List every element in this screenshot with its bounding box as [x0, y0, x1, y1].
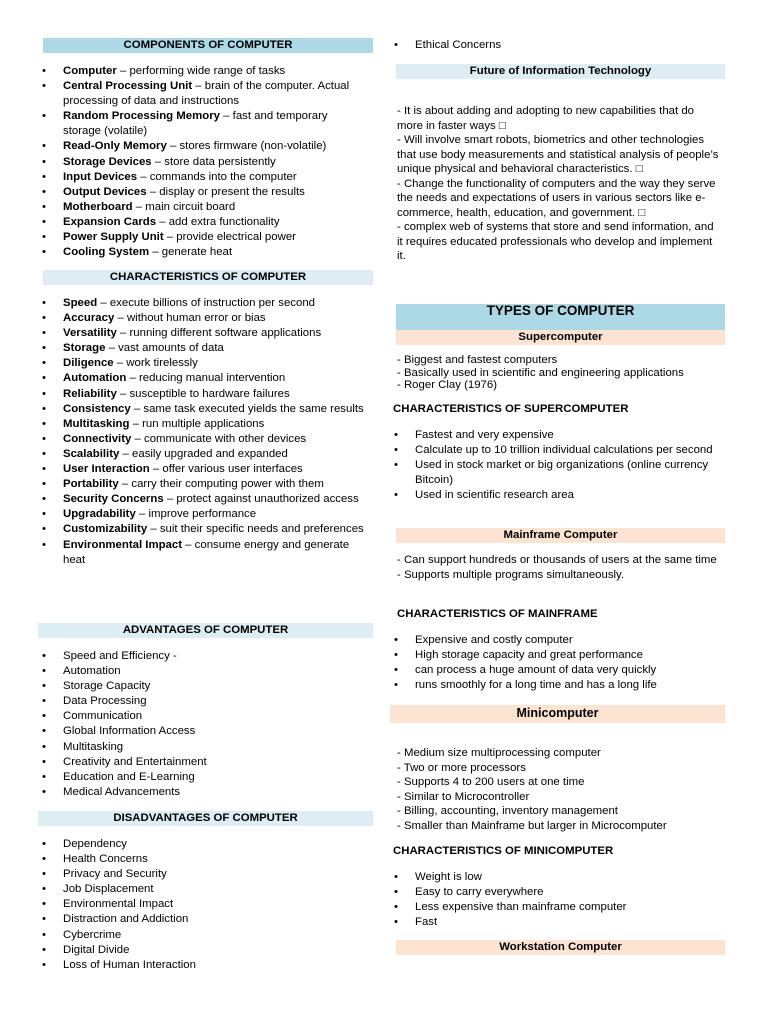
list-item: • Calculate up to 10 trillion individual calculations per second: [390, 443, 720, 458]
list-item: [38, 477, 368, 492]
list-item: • Privacy and Security: [38, 867, 368, 882]
list-item: • Speed and Efficiency -: [38, 649, 368, 664]
item-description: – offer various user interfaces: [149, 463, 303, 476]
item-term: Read-Only Memory: [63, 140, 167, 153]
item-term: Motherboard: [63, 200, 133, 213]
item-description: – fast and temporary storage (volatile): [63, 110, 328, 138]
item-term: Speed: [63, 297, 98, 309]
mainframe-heading: Mainframe Computer: [396, 528, 725, 543]
item-description: – reducing manual intervention: [126, 372, 286, 385]
characteristics-list: [38, 296, 368, 568]
future-heading: Future of Information Technology: [396, 64, 725, 79]
list-item: • runs smoothly for a long time and has a long life: [390, 678, 720, 693]
supercomputer-paragraph: [397, 354, 722, 392]
list-item: • Distraction and Addiction: [38, 912, 368, 927]
paragraph-line: - Similar to Microcontroller: [397, 790, 530, 803]
item-description: – easily upgraded and expanded: [119, 447, 288, 460]
item-term: Power Supply Unit: [63, 231, 164, 244]
supercomputer-characteristics-title: CHARACTERISTICS OF SUPERCOMPUTER: [393, 403, 629, 415]
advantages-list: [38, 649, 368, 800]
paragraph-line: - Basically used in scientific and engineering applications: [397, 366, 684, 379]
list-item: • Medical Advancements: [38, 785, 368, 800]
types-heading: TYPES OF COMPUTER: [396, 304, 725, 332]
list-item: [38, 296, 368, 311]
list-item: [38, 230, 368, 245]
list-item: [38, 417, 368, 432]
list-item: • Easy to carry everywhere: [390, 885, 720, 900]
list-item: [38, 371, 368, 386]
list-item: • Job Displacement: [38, 882, 368, 897]
list-item: [38, 538, 368, 568]
paragraph-line: - Roger Clay (1976): [397, 379, 498, 391]
item-term: Computer: [63, 65, 117, 77]
list-item: • Automation: [38, 664, 368, 679]
item-term: Central Processing Unit: [63, 80, 193, 93]
list-item: • Expensive and costly computer: [390, 633, 720, 648]
list-item: • Fastest and very expensive: [390, 428, 720, 443]
list-item: • can process a huge amount of data very quickly: [390, 663, 720, 678]
item-term: Output Devices: [63, 185, 147, 198]
minicomputer-heading: Minicomputer: [390, 705, 725, 723]
list-item: [38, 311, 368, 326]
item-description: – stores firmware (non-volatile): [166, 140, 327, 153]
list-item: • High storage capacity and great performance: [390, 648, 720, 663]
list-item: [38, 326, 368, 341]
list-item: • Multitasking: [38, 740, 368, 755]
list-item: [38, 492, 368, 507]
list-item: [38, 139, 368, 154]
item-term: Portability: [63, 478, 119, 491]
minicomputer-characteristics-title: CHARACTERISTICS OF MINICOMPUTER: [393, 845, 614, 857]
list-item: [38, 79, 368, 109]
paragraph-line: - Supports multiple programs simultaneously.: [397, 568, 625, 581]
list-item: • Digital Divide: [38, 943, 368, 958]
list-item: • Ethical Concerns: [390, 38, 720, 53]
item-description: – susceptible to hardware failures: [116, 387, 290, 400]
item-description: – execute billions of instruction per second: [97, 297, 316, 309]
minicomputer-characteristics-list: [390, 870, 720, 930]
list-item: • Global Information Access: [38, 724, 368, 739]
item-term: Connectivity: [63, 432, 132, 445]
paragraph-line: - Supports 4 to 200 users at one time: [397, 776, 585, 788]
list-item: [38, 462, 368, 477]
item-term: Cooling System: [63, 246, 150, 259]
item-description: – store data persistently: [151, 155, 276, 168]
item-description: – main circuit board: [132, 200, 236, 213]
list-item: • Creativity and Entertainment: [38, 755, 368, 770]
list-item: [38, 522, 368, 537]
disadvantages-list: [38, 837, 368, 973]
item-term: Storage: [63, 342, 106, 355]
item-description: – consume energy and generate heat: [63, 538, 350, 566]
item-term: Reliability: [63, 387, 117, 400]
item-term: Accuracy: [63, 312, 115, 325]
list-item: [38, 155, 368, 170]
item-term: User Interaction: [63, 463, 150, 476]
list-item: • Storage Capacity: [38, 679, 368, 694]
ethical-list: [390, 38, 720, 53]
item-term: Random Processing Memory: [63, 110, 220, 123]
advantages-heading: ADVANTAGES OF COMPUTER: [38, 623, 373, 638]
list-item: [38, 185, 368, 200]
item-description: – suit their specific needs and preferences: [147, 523, 364, 536]
list-item: • Data Processing: [38, 694, 368, 709]
list-item: [38, 109, 368, 139]
list-item: [38, 402, 368, 417]
item-term: Upgradability: [63, 508, 136, 521]
list-item: • Used in scientific research area: [390, 488, 720, 503]
item-description: – work tirelessly: [113, 357, 198, 370]
list-item: [38, 170, 368, 185]
list-item: • Dependency: [38, 837, 368, 852]
item-term: Storage Devices: [63, 155, 152, 168]
supercomputer-heading: Supercomputer: [396, 330, 725, 345]
item-term: Scalability: [63, 447, 120, 460]
list-item: [38, 200, 368, 215]
paragraph-line: - Billing, accounting, inventory management: [397, 805, 618, 817]
item-term: Diligence: [63, 357, 114, 370]
list-item: [38, 387, 368, 402]
list-item: [38, 432, 368, 447]
item-description: – without human error or bias: [114, 312, 266, 325]
item-description: – commands into the computer: [137, 170, 297, 183]
characteristics-heading: CHARACTERISTICS OF COMPUTER: [43, 270, 373, 285]
list-item: [38, 245, 368, 260]
item-description: – vast amounts of data: [105, 342, 224, 355]
item-term: Consistency: [63, 402, 131, 415]
item-description: – communicate with other devices: [131, 432, 307, 445]
list-item: • Cybercrime: [38, 928, 368, 943]
item-term: Input Devices: [63, 170, 138, 183]
item-description: – add extra functionality: [156, 215, 280, 228]
item-description: – running different software applications: [116, 327, 322, 340]
item-term: Automation: [63, 372, 127, 385]
paragraph-line: - Biggest and fastest computers: [397, 354, 558, 366]
list-item: • Less expensive than mainframe computer: [390, 900, 720, 915]
list-item: • Used in stock market or big organizations (online currency Bitcoin): [390, 458, 720, 488]
list-item: [38, 507, 368, 522]
item-term: Customizability: [63, 523, 148, 536]
item-description: – performing wide range of tasks: [116, 65, 286, 77]
paragraph-line: - Can support hundreds or thousands of users at the same time: [397, 554, 717, 566]
minicomputer-paragraph: [397, 746, 725, 833]
item-term: Versatility: [63, 327, 117, 340]
item-term: Expansion Cards: [63, 215, 157, 228]
future-paragraph: [397, 104, 722, 264]
list-item: [38, 215, 368, 230]
list-item: • Weight is low: [390, 870, 720, 885]
item-description: – brain of the computer. Actual processing of data and instructions: [63, 80, 350, 108]
item-term: Security Concerns: [63, 493, 164, 506]
paragraph-line: - Medium size multiprocessing computer: [397, 747, 601, 759]
item-term: Multitasking: [63, 417, 130, 430]
item-description: – protect against unauthorized access: [163, 493, 359, 506]
components-list: [38, 64, 368, 260]
list-item: • Environmental Impact: [38, 897, 368, 912]
paragraph-line: - It is about adding and adopting to new capabilities that do more in faster ways □: [397, 105, 694, 132]
components-heading: COMPONENTS OF COMPUTER: [43, 38, 373, 53]
item-term: Environmental Impact: [63, 538, 182, 551]
disadvantages-heading: DISADVANTAGES OF COMPUTER: [38, 811, 373, 826]
item-description: – run multiple applications: [129, 417, 265, 430]
mainframe-paragraph: [397, 553, 725, 582]
supercomputer-characteristics-list: [390, 428, 720, 503]
list-item: • Communication: [38, 709, 368, 724]
list-item: • Education and E-Learning: [38, 770, 368, 785]
item-description: – same task executed yields the same results: [130, 402, 364, 415]
item-description: – carry their computing power with them: [118, 478, 324, 491]
list-item: • Health Concerns: [38, 852, 368, 867]
item-description: – provide electrical power: [163, 231, 296, 244]
paragraph-line: - Two or more processors: [397, 761, 526, 774]
list-item: [38, 341, 368, 356]
mainframe-characteristics-title: CHARACTERISTICS OF MAINFRAME: [397, 608, 598, 620]
workstation-heading: Workstation Computer: [396, 940, 725, 955]
mainframe-characteristics-list: [390, 633, 720, 693]
list-item: • Loss of Human Interaction: [38, 958, 368, 973]
list-item: • Fast: [390, 915, 720, 930]
item-description: – improve performance: [135, 508, 257, 521]
paragraph-line: - Change the functionality of computers and the way they serve the needs and expectations of users in various sectors like e-commerce, health, education, and government. □: [397, 177, 716, 219]
list-item: [38, 356, 368, 371]
paragraph-line: - Smaller than Mainframe but larger in Microcomputer: [397, 819, 667, 832]
paragraph-line: - Will involve smart robots, biometrics and other technologies that use body measurements and statistical analysis of people’s unique physical and behavioral characteristics. □: [397, 134, 719, 175]
item-description: – display or present the results: [146, 185, 305, 198]
list-item: [38, 64, 368, 79]
paragraph-line: - complex web of systems that store and send information, and it requires educated professionals who develop and implement it.: [397, 221, 714, 262]
item-description: – generate heat: [149, 246, 233, 259]
list-item: [38, 447, 368, 462]
